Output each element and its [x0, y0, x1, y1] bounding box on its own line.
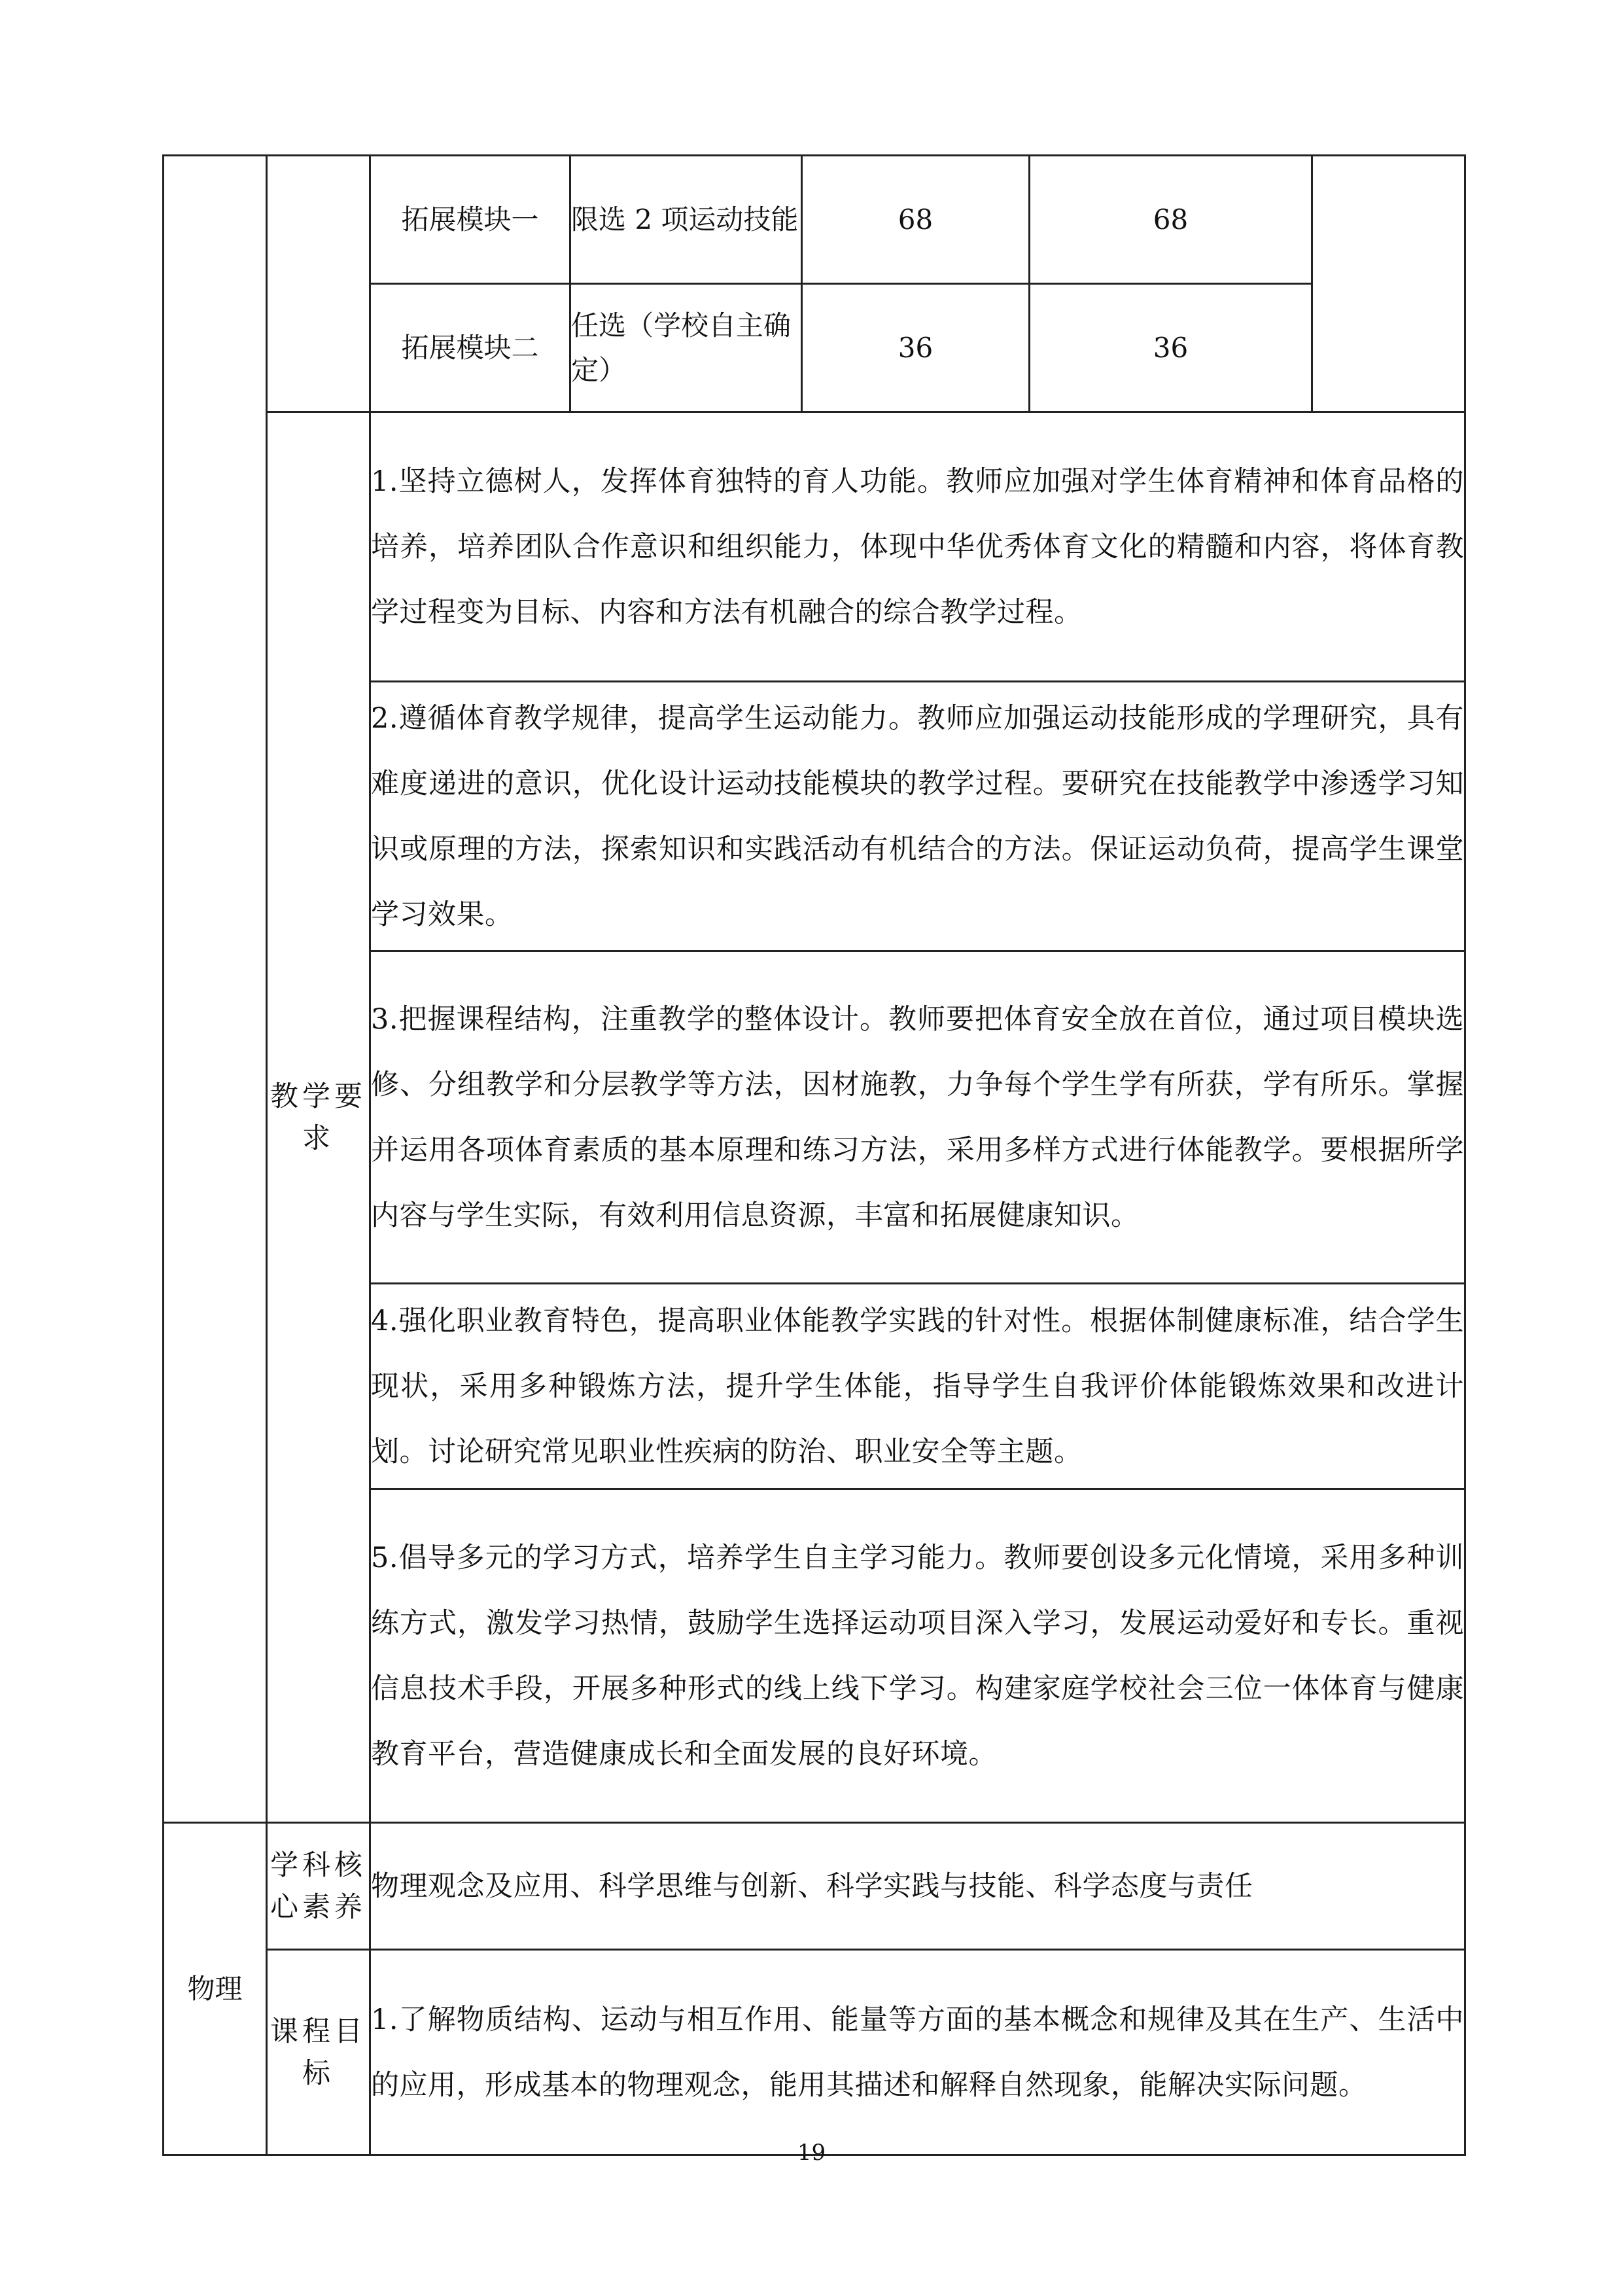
teaching-requirements-label-text: 教学要求	[270, 1080, 366, 1155]
page-number: 19	[797, 2140, 826, 2166]
category-cell	[267, 156, 370, 412]
module-hours-a: 68	[802, 156, 1030, 284]
teaching-requirement-row	[164, 412, 1465, 682]
module-requirement: 限选 2 项运动技能	[570, 156, 802, 284]
module-hours-a: 36	[802, 284, 1030, 412]
physics-core-literacy-row	[164, 1823, 1465, 1950]
core-literacy-label-text: 学科核心素养	[270, 1848, 366, 1924]
module-requirement: 任选（学校自主确定）	[570, 284, 802, 412]
module-row	[164, 156, 1465, 284]
module-hours-b: 36	[1030, 284, 1312, 412]
subject-cell-physics: 物理	[164, 1823, 267, 2155]
module-name: 拓展模块二	[370, 284, 570, 412]
curriculum-table	[162, 154, 1466, 2156]
physics-course-goal-row	[164, 1950, 1465, 2155]
teaching-requirement-item: 2.遵循体育教学规律，提高学生运动能力。教师应加强运动技能形成的学理研究，具有难度递进的意识，优化设计运动技能模块的教学过程。要研究在技能教学中渗透学习知识或原理的方法，探索知识和实践活动有机结合的方法。保证运动负荷，提高学生课堂学习效果。	[370, 682, 1465, 951]
core-literacy-label	[267, 1823, 370, 1950]
teaching-requirement-item: 1.坚持立德树人，发挥体育独特的育人功能。教师应加强对学生体育精神和体育品格的培养，培养团队合作意识和组织能力，体现中华优秀体育文化的精髓和内容，将体育教学过程变为目标、内容和方法有机融合的综合教学过程。	[370, 412, 1465, 682]
course-goal-label	[267, 1950, 370, 2155]
teaching-requirements-label	[267, 412, 370, 1823]
teaching-requirement-item: 4.强化职业教育特色，提高职业体能教学实践的针对性。根据体制健康标准，结合学生现状，采用多种锻炼方法，提升学生体能，指导学生自我评价体能锻炼效果和改进计划。讨论研究常见职业性疾病的防治、职业安全等主题。	[370, 1284, 1465, 1489]
teaching-requirement-item: 3.把握课程结构，注重教学的整体设计。教师要把体育安全放在首位，通过项目模块选修、分组教学和分层教学等方法，因材施教，力争每个学生学有所获，学有所乐。掌握并运用各项体育素质的基本原理和练习方法，采用多样方式进行体能教学。要根据所学内容与学生实际，有效利用信息资源，丰富和拓展健康知识。	[370, 951, 1465, 1284]
course-goal-text: 1.了解物质结构、运动与相互作用、能量等方面的基本概念和规律及其在生产、生活中的应用，形成基本的物理观念，能用其描述和解释自然现象，能解决实际问题。	[370, 1950, 1465, 2155]
remarks-cell	[1312, 156, 1465, 412]
course-goal-label-text: 课程目标	[270, 2015, 366, 2090]
core-literacy-text: 物理观念及应用、科学思维与创新、科学实践与技能、科学态度与责任	[370, 1823, 1465, 1950]
module-name: 拓展模块一	[370, 156, 570, 284]
module-hours-b: 68	[1030, 156, 1312, 284]
teaching-requirement-item: 5.倡导多元的学习方式，培养学生自主学习能力。教师要创设多元化情境，采用多种训练方式，激发学习热情，鼓励学生选择运动项目深入学习，发展运动爱好和专长。重视信息技术手段，开展多种形式的线上线下学习。构建家庭学校社会三位一体体育与健康教育平台，营造健康成长和全面发展的良好环境。	[370, 1489, 1465, 1823]
subject-cell-pe	[164, 156, 267, 1823]
